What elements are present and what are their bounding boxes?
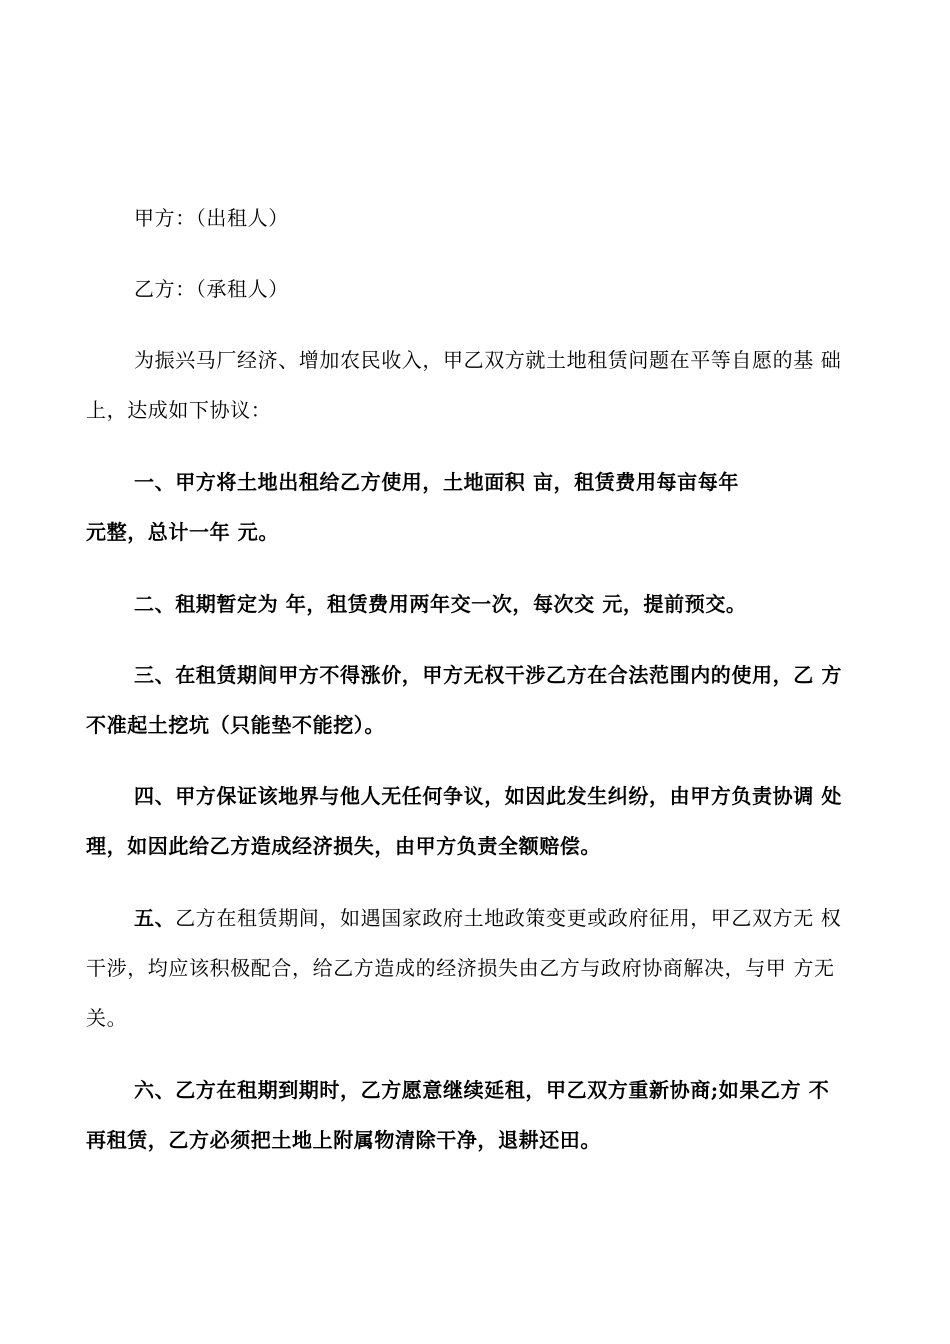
clause-2-line-1: 二、租期暂定为 年，租赁费用两年交一次，每次交 元，提前预交。 — [134, 592, 747, 616]
clause-3-line-2: 不准起土挖坑（只能垫不能挖）。 — [86, 713, 385, 737]
clause-1-line-2: 元整，总计一年 元。 — [86, 520, 279, 544]
clause-3-line-1: 三、在租赁期间甲方不得涨价，甲方无权干涉乙方在合法范围内的使用，乙 方 — [134, 663, 842, 687]
clause-5-line-1-text: 乙方在租赁期间，如遇国家政府土地政策变更或政府征用，甲乙双方无 权 — [175, 906, 842, 930]
clause-1-line-1: 一、甲方将土地出租给乙方使用，土地面积 亩，租赁费用每亩每年 — [134, 470, 739, 494]
clause-6-line-1: 六、乙方在租期到期时，乙方愿意继续延租，甲乙双方重新协商;如果乙方 不 — [134, 1078, 830, 1102]
clause-5-line-2: 干涉，均应该积极配合，给乙方造成的经济损失由乙方与政府协商解决，与甲 方无 — [86, 956, 835, 980]
clause-5-label: 五、 — [134, 906, 176, 930]
intro-line-2: 上，达成如下协议： — [86, 398, 272, 422]
clause-5-line-1 — [134, 906, 841, 930]
intro-line-1: 为振兴马厂经济、增加农民收入，甲乙双方就土地租赁问题在平等自愿的基 础 — [134, 348, 842, 372]
clause-4-line-2: 理，如因此给乙方造成经济损失，由甲方负责全额赔偿。 — [86, 834, 601, 858]
clause-5-line-3: 关。 — [86, 1006, 128, 1030]
clause-6-line-2: 再租赁，乙方必须把土地上附属物清除干净，退耕还田。 — [86, 1128, 601, 1152]
clause-4-line-1: 四、甲方保证该地界与他人无任何争议，如因此发生纠纷，由甲方负责协调 处 — [134, 784, 842, 808]
party-a-line: 甲方：（出租人） — [134, 206, 289, 230]
party-b-line: 乙方：（承租人） — [134, 277, 289, 301]
